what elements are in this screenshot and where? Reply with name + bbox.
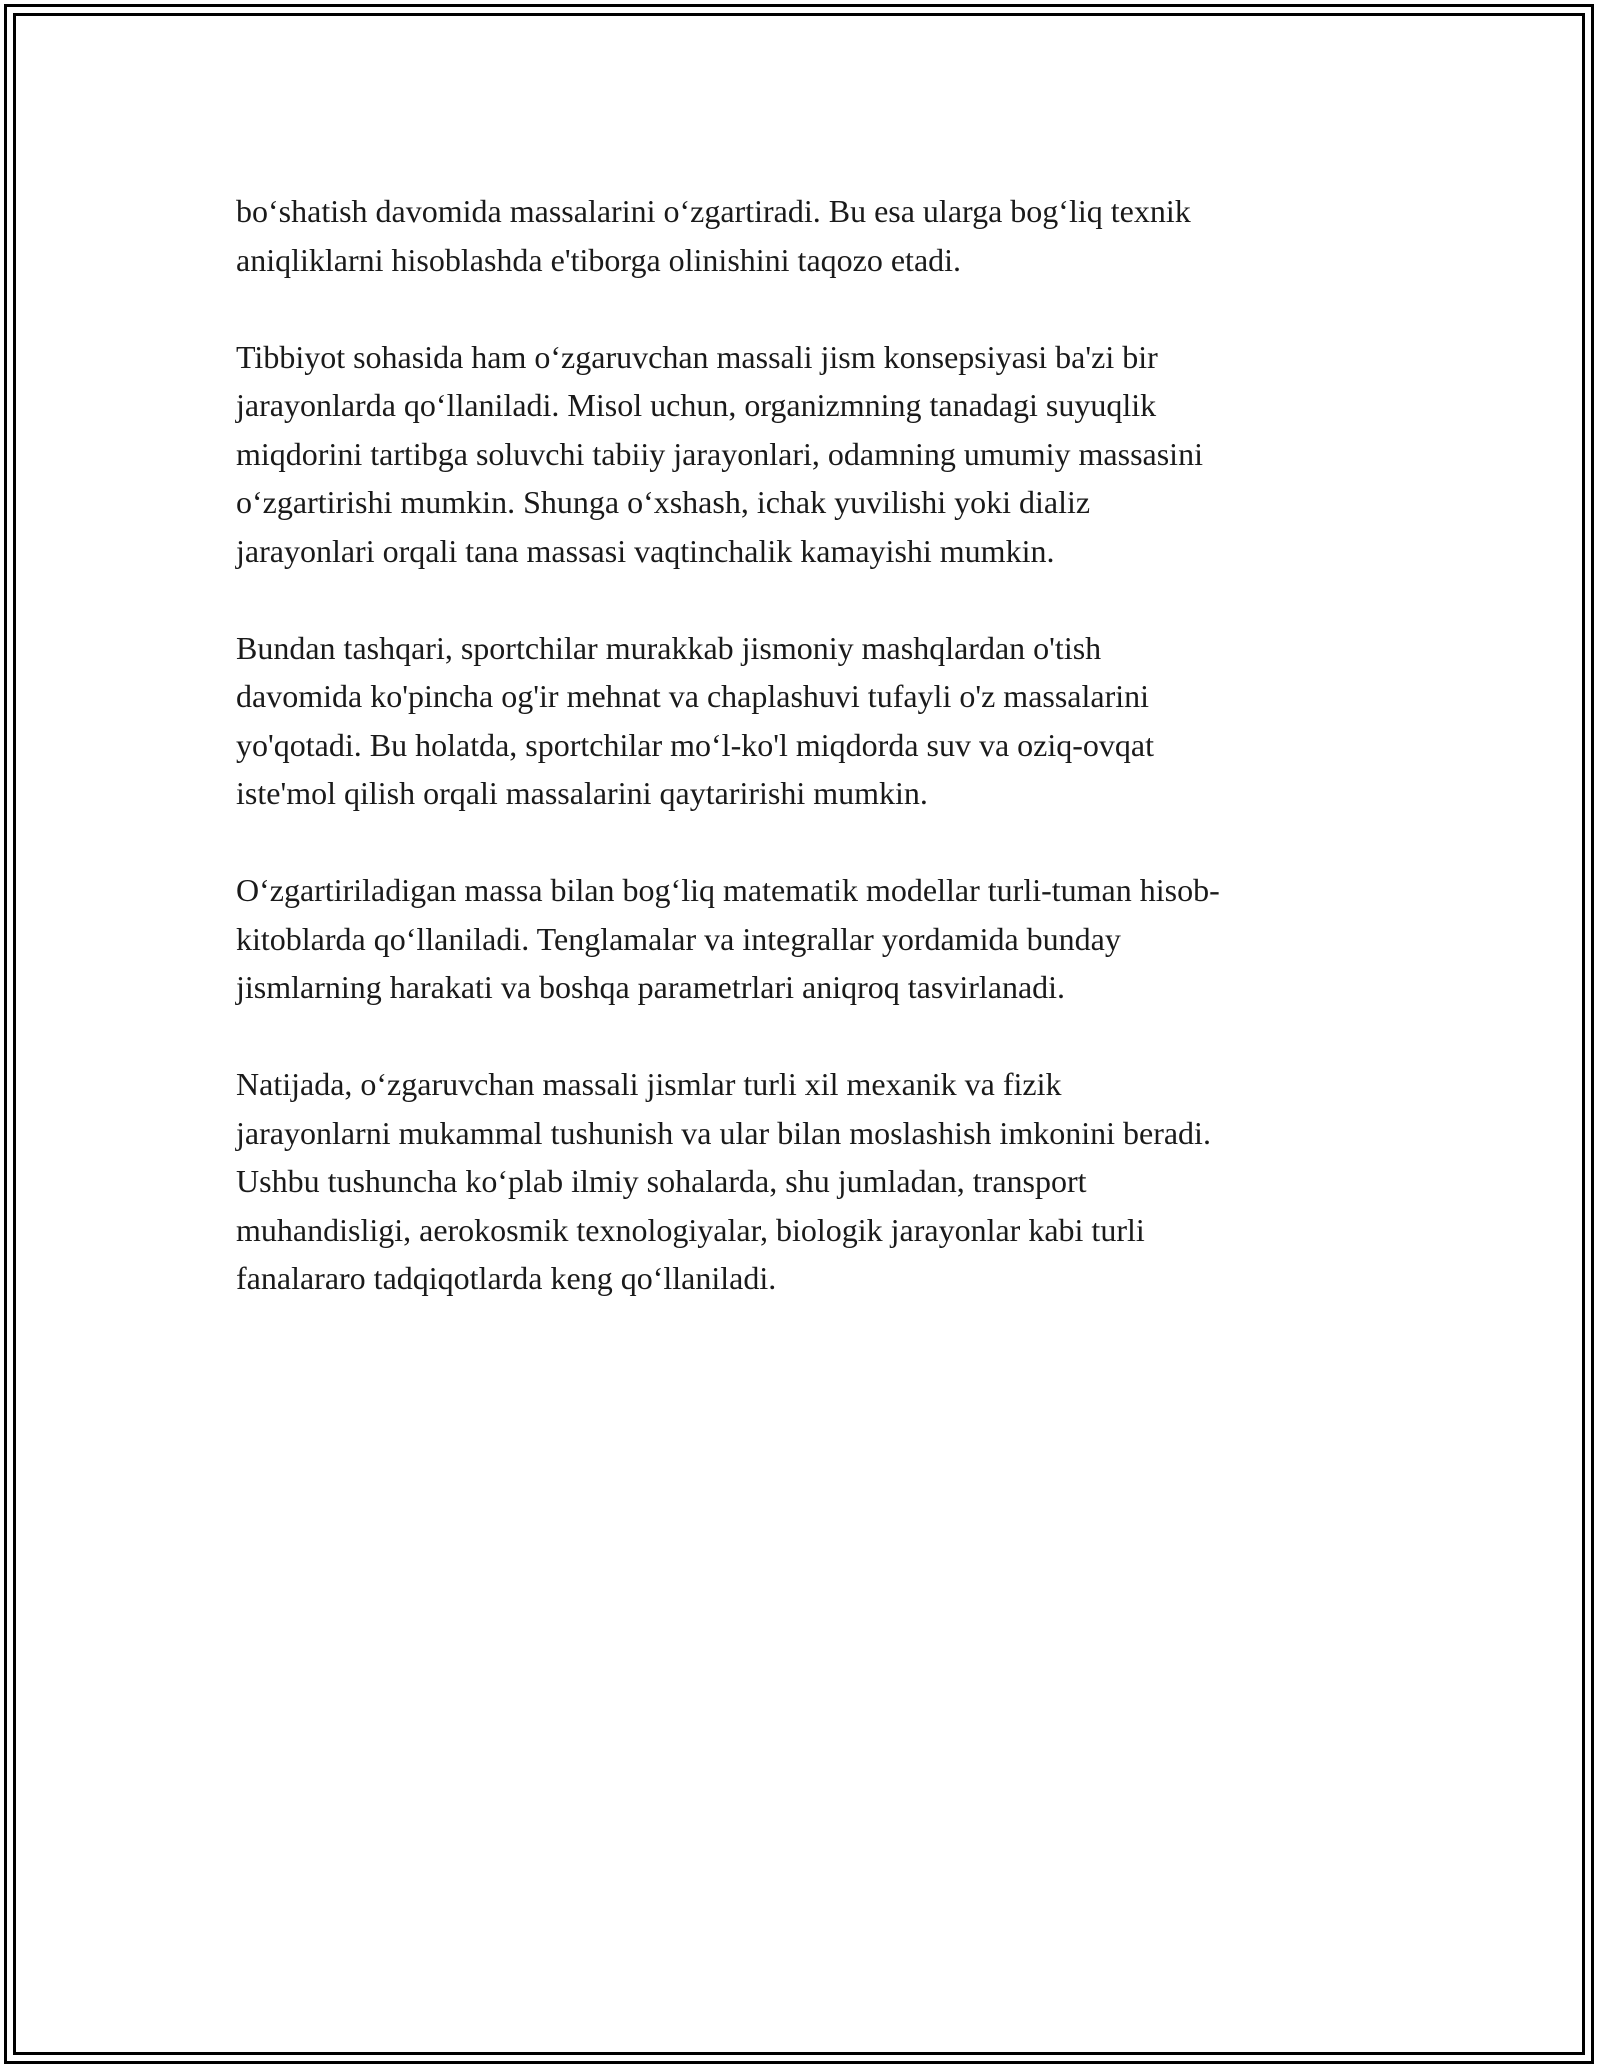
paragraph-2: Tibbiyot sohasida ham o‘zgaruvchan massali jism konsepsiyasi ba'zi bir jarayonlarda qo‘llaniladi. Misol uchun, organizmning tanadagi suyuqlik miqdorini tartibga soluvchi tabiiy jarayonlari, odamning umumiy massasini o‘zgartirishi mumkin. Shunga o‘xshash, ichak yuvilishi yoki dializ jarayonlari orqali tana massasi vaqtinchalik kamayishi mumkin. (236, 338, 1203, 569)
paragraph-1: bo‘shatish davomida massalarini o‘zgartiradi. Bu esa ularga bog‘liq texnik aniqliklarni hisoblashda e'tiborga olinishini taqozo etadi. (236, 193, 1191, 278)
paragraph-4: O‘zgartiriladigan massa bilan bog‘liq matematik modellar turli-tuman hisob- kitoblarda qo‘llaniladi. Tenglamalar va integrallar yordamida bunday jismlarning harakati va boshqa parametrlari aniqroq tasvirlanadi. (236, 872, 1220, 1005)
document-body (236, 187, 1376, 1351)
paragraph-5: Natijada, o‘zgaruvchan massali jismlar turli xil mexanik va fizik jarayonlarni mukammal tushunish va ular bilan moslashish imkonini beradi. Ushbu tushuncha ko‘plab ilmiy sohalarda, shu jumladan, transport muhandisligi, aerokosmik texnologiyalar, biologik jarayonlar kabi turli fanalararo tadqiqotlarda keng qo‘llaniladi. (236, 1066, 1211, 1296)
paragraph-3: Bundan tashqari, sportchilar murakkab jismoniy mashqlardan o'tish davomida ko'pincha og'ir mehnat va chaplashuvi tufayli o'z massalarini yo'qotadi. Bu holatda, sportchilar mo‘l-ko'l miqdorda suv va oziq-ovqat iste'mol qilish orqali massalarini qaytaririshi mumkin. (236, 629, 1155, 811)
